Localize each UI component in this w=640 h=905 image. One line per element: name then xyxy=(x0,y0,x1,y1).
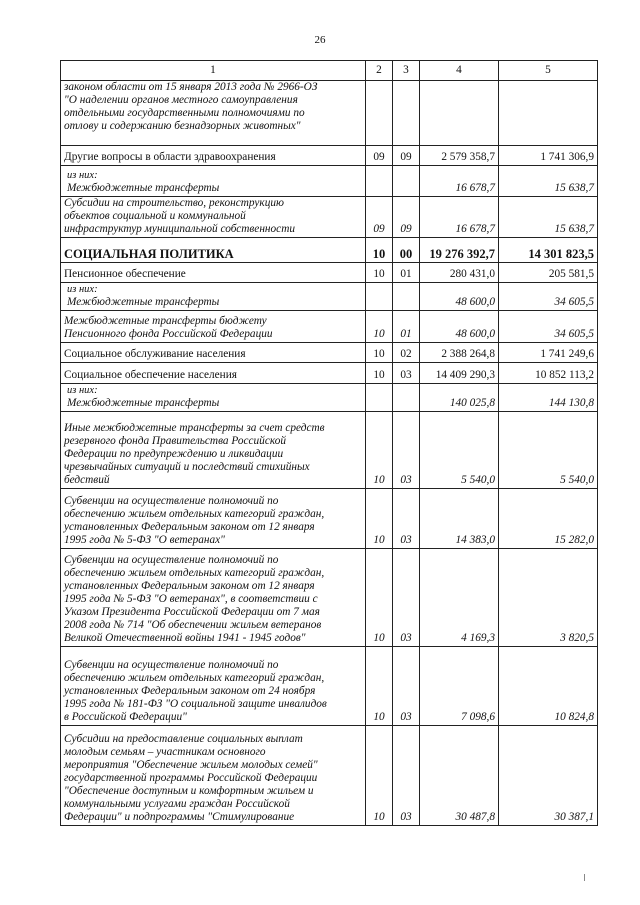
section-code: 10 xyxy=(366,263,393,283)
amount-planned: 280 431,0 xyxy=(420,263,499,283)
table-row xyxy=(61,549,598,647)
table-row xyxy=(61,81,598,146)
row-description xyxy=(61,384,366,412)
description-line: обеспечению жильем отдельных категорий граждан, xyxy=(64,508,325,520)
row-description xyxy=(61,412,366,489)
description-line: из них: xyxy=(67,385,98,396)
description-line: отдельными государственными полномочиями по xyxy=(64,107,305,119)
description-line: Субвенции на осуществление полномочий по xyxy=(64,554,279,566)
amount-planned xyxy=(420,81,499,146)
row-description xyxy=(61,283,366,311)
table-row xyxy=(61,197,598,238)
description-line: "О наделении органов местного самоуправления xyxy=(64,94,298,106)
header-col-3: 3 xyxy=(393,61,420,81)
section-code xyxy=(366,384,393,412)
table-row xyxy=(61,263,598,283)
description-line: Федерации по предупреждению и ликвидации xyxy=(64,448,284,460)
amount-executed xyxy=(499,81,598,146)
amount-planned: 2 388 264,8 xyxy=(420,343,499,363)
subsection-code: 03 xyxy=(393,549,420,647)
subsection-code xyxy=(393,283,420,311)
amount-planned: 48 600,0 xyxy=(420,283,499,311)
table-row xyxy=(61,146,598,166)
section-code: 09 xyxy=(366,197,393,238)
description-line: 1995 года № 181-ФЗ "О социальной защите инвалидов xyxy=(64,698,327,710)
description-line: Межбюджетные трансферты бюджету xyxy=(64,315,267,327)
section-code: 10 xyxy=(366,363,393,384)
row-description xyxy=(61,263,366,283)
description-line: из них: xyxy=(67,284,98,295)
section-code: 10 xyxy=(366,489,393,549)
subsection-code xyxy=(393,81,420,146)
scan-mark xyxy=(584,874,585,881)
row-description xyxy=(61,311,366,343)
section-code: 10 xyxy=(366,549,393,647)
header-col-1: 1 xyxy=(61,61,366,81)
budget-table xyxy=(60,60,598,826)
description-line: Указом Президента Российской Федерации от 7 мая xyxy=(64,606,320,618)
row-description xyxy=(61,647,366,726)
row-description xyxy=(61,726,366,826)
subsection-code: 02 xyxy=(393,343,420,363)
section-code: 10 xyxy=(366,726,393,826)
description-line: объектов социальной и коммунальной xyxy=(64,210,246,222)
row-description xyxy=(61,549,366,647)
amount-planned: 4 169,3 xyxy=(420,549,499,647)
amount-executed: 1 741 306,9 xyxy=(499,146,598,166)
description-line: Другие вопросы в области здравоохранения xyxy=(64,151,276,163)
table-row xyxy=(61,726,598,826)
amount-planned: 5 540,0 xyxy=(420,412,499,489)
section-code xyxy=(366,166,393,197)
description-line: 1995 года № 5-ФЗ "О ветеранах", в соответствии с xyxy=(64,593,318,605)
amount-planned: 14 409 290,3 xyxy=(420,363,499,384)
amount-planned: 48 600,0 xyxy=(420,311,499,343)
subsection-code xyxy=(393,384,420,412)
amount-executed: 5 540,0 xyxy=(499,412,598,489)
amount-planned: 7 098,6 xyxy=(420,647,499,726)
description-line: молодым семьям – участникам основного xyxy=(64,746,266,758)
table-row xyxy=(61,363,598,384)
row-description xyxy=(61,343,366,363)
description-line: мероприятия "Обеспечение жильем молодых семей" xyxy=(64,759,318,771)
subsection-code: 03 xyxy=(393,647,420,726)
description-line: Межбюджетные трансферты xyxy=(67,182,220,194)
amount-executed: 144 130,8 xyxy=(499,384,598,412)
description-line: из них: xyxy=(67,170,98,181)
description-line: установленных Федеральным законом от 12 января xyxy=(64,521,315,533)
amount-planned: 19 276 392,7 xyxy=(420,238,499,263)
amount-planned: 140 025,8 xyxy=(420,384,499,412)
header-col-5: 5 xyxy=(499,61,598,81)
section-code: 10 xyxy=(366,412,393,489)
subsection-code: 03 xyxy=(393,489,420,549)
amount-planned: 30 487,8 xyxy=(420,726,499,826)
description-line: бедствий xyxy=(64,474,110,486)
description-line: Субвенции на осуществление полномочий по xyxy=(64,659,279,671)
subsection-code: 03 xyxy=(393,363,420,384)
row-description xyxy=(61,146,366,166)
table-row xyxy=(61,283,598,311)
row-description xyxy=(61,197,366,238)
section-code: 10 xyxy=(366,647,393,726)
amount-executed: 34 605,5 xyxy=(499,311,598,343)
section-code xyxy=(366,81,393,146)
subsection-code: 09 xyxy=(393,197,420,238)
description-line: 2008 года № 714 "Об обеспечении жильем ветеранов xyxy=(64,619,322,631)
amount-executed: 3 820,5 xyxy=(499,549,598,647)
table-row xyxy=(61,343,598,363)
section-code xyxy=(366,283,393,311)
amount-executed: 30 387,1 xyxy=(499,726,598,826)
amount-executed: 10 824,8 xyxy=(499,647,598,726)
description-line: Субсидии на строительство, реконструкцию xyxy=(64,197,284,209)
row-description xyxy=(61,81,366,146)
subsection-code: 00 xyxy=(393,238,420,263)
amount-executed: 34 605,5 xyxy=(499,283,598,311)
description-line: установленных Федеральным законом от 24 ноября xyxy=(64,685,316,697)
amount-executed: 15 638,7 xyxy=(499,197,598,238)
row-description xyxy=(61,166,366,197)
table-row xyxy=(61,412,598,489)
subsection-code: 03 xyxy=(393,726,420,826)
amount-planned: 16 678,7 xyxy=(420,166,499,197)
table-row xyxy=(61,166,598,197)
section-code: 10 xyxy=(366,343,393,363)
description-line: Пенсионное обеспечение xyxy=(64,268,186,280)
subsection-code: 01 xyxy=(393,263,420,283)
section-code: 10 xyxy=(366,238,393,263)
description-line: Субсидии на предоставление социальных выплат xyxy=(64,733,303,745)
amount-executed: 15 638,7 xyxy=(499,166,598,197)
description-line: коммунальными услугами граждан Российской xyxy=(64,798,290,810)
amount-planned: 16 678,7 xyxy=(420,197,499,238)
section-code: 09 xyxy=(366,146,393,166)
description-line: Иные межбюджетные трансферты за счет средств xyxy=(64,422,325,434)
subsection-code: 09 xyxy=(393,146,420,166)
description-line: Пенсионного фонда Российской Федерации xyxy=(64,328,273,340)
table-row xyxy=(61,647,598,726)
row-description xyxy=(61,238,366,263)
description-line: Межбюджетные трансферты xyxy=(67,397,220,409)
table-row xyxy=(61,489,598,549)
description-line: 1995 года № 5-ФЗ "О ветеранах" xyxy=(64,534,225,546)
amount-executed: 14 301 823,5 xyxy=(499,238,598,263)
description-line: резервного фонда Правительства Российской xyxy=(64,435,286,447)
amount-planned: 14 383,0 xyxy=(420,489,499,549)
amount-executed: 205 581,5 xyxy=(499,263,598,283)
description-line: СОЦИАЛЬНАЯ ПОЛИТИКА xyxy=(64,247,234,261)
section-code: 10 xyxy=(366,311,393,343)
row-description xyxy=(61,489,366,549)
table-header-row xyxy=(61,61,598,81)
subsection-code: 01 xyxy=(393,311,420,343)
table-row xyxy=(61,238,598,263)
description-line: обеспечению жильем отдельных категорий граждан, xyxy=(64,567,325,579)
description-line: Межбюджетные трансферты xyxy=(67,296,220,308)
description-line: Великой Отечественной войны 1941 - 1945 годов" xyxy=(64,632,306,644)
description-line: Социальное обслуживание населения xyxy=(64,348,246,360)
amount-planned: 2 579 358,7 xyxy=(420,146,499,166)
subsection-code xyxy=(393,166,420,197)
header-col-2: 2 xyxy=(366,61,393,81)
description-line: чрезвычайных ситуаций и последствий стихийных xyxy=(64,461,310,473)
table-row xyxy=(61,384,598,412)
description-line: обеспечению жильем отдельных категорий граждан, xyxy=(64,672,325,684)
page-number: 26 xyxy=(314,34,326,46)
row-description xyxy=(61,363,366,384)
header-col-4: 4 xyxy=(420,61,499,81)
description-line: установленных Федеральным законом от 12 января xyxy=(64,580,315,592)
amount-executed: 15 282,0 xyxy=(499,489,598,549)
description-line: Социальное обеспечение населения xyxy=(64,369,237,381)
amount-executed: 1 741 249,6 xyxy=(499,343,598,363)
description-line: "Обеспечение доступным и комфортным жильем и xyxy=(64,785,314,797)
amount-executed: 10 852 113,2 xyxy=(499,363,598,384)
description-line: отлову и содержанию безнадзорных животных" xyxy=(64,120,301,132)
table-row xyxy=(61,311,598,343)
description-line: Федерации" и подпрограммы "Стимулирование xyxy=(64,811,295,823)
description-line: в Российской Федерации" xyxy=(64,711,187,723)
description-line: государственной программы Российской Федерации xyxy=(64,772,318,784)
subsection-code: 03 xyxy=(393,412,420,489)
description-line: инфраструктур муниципальной собственности xyxy=(64,223,296,235)
description-line: законом области от 15 января 2013 года № 2966-ОЗ xyxy=(64,81,318,93)
description-line: Субвенции на осуществление полномочий по xyxy=(64,495,279,507)
